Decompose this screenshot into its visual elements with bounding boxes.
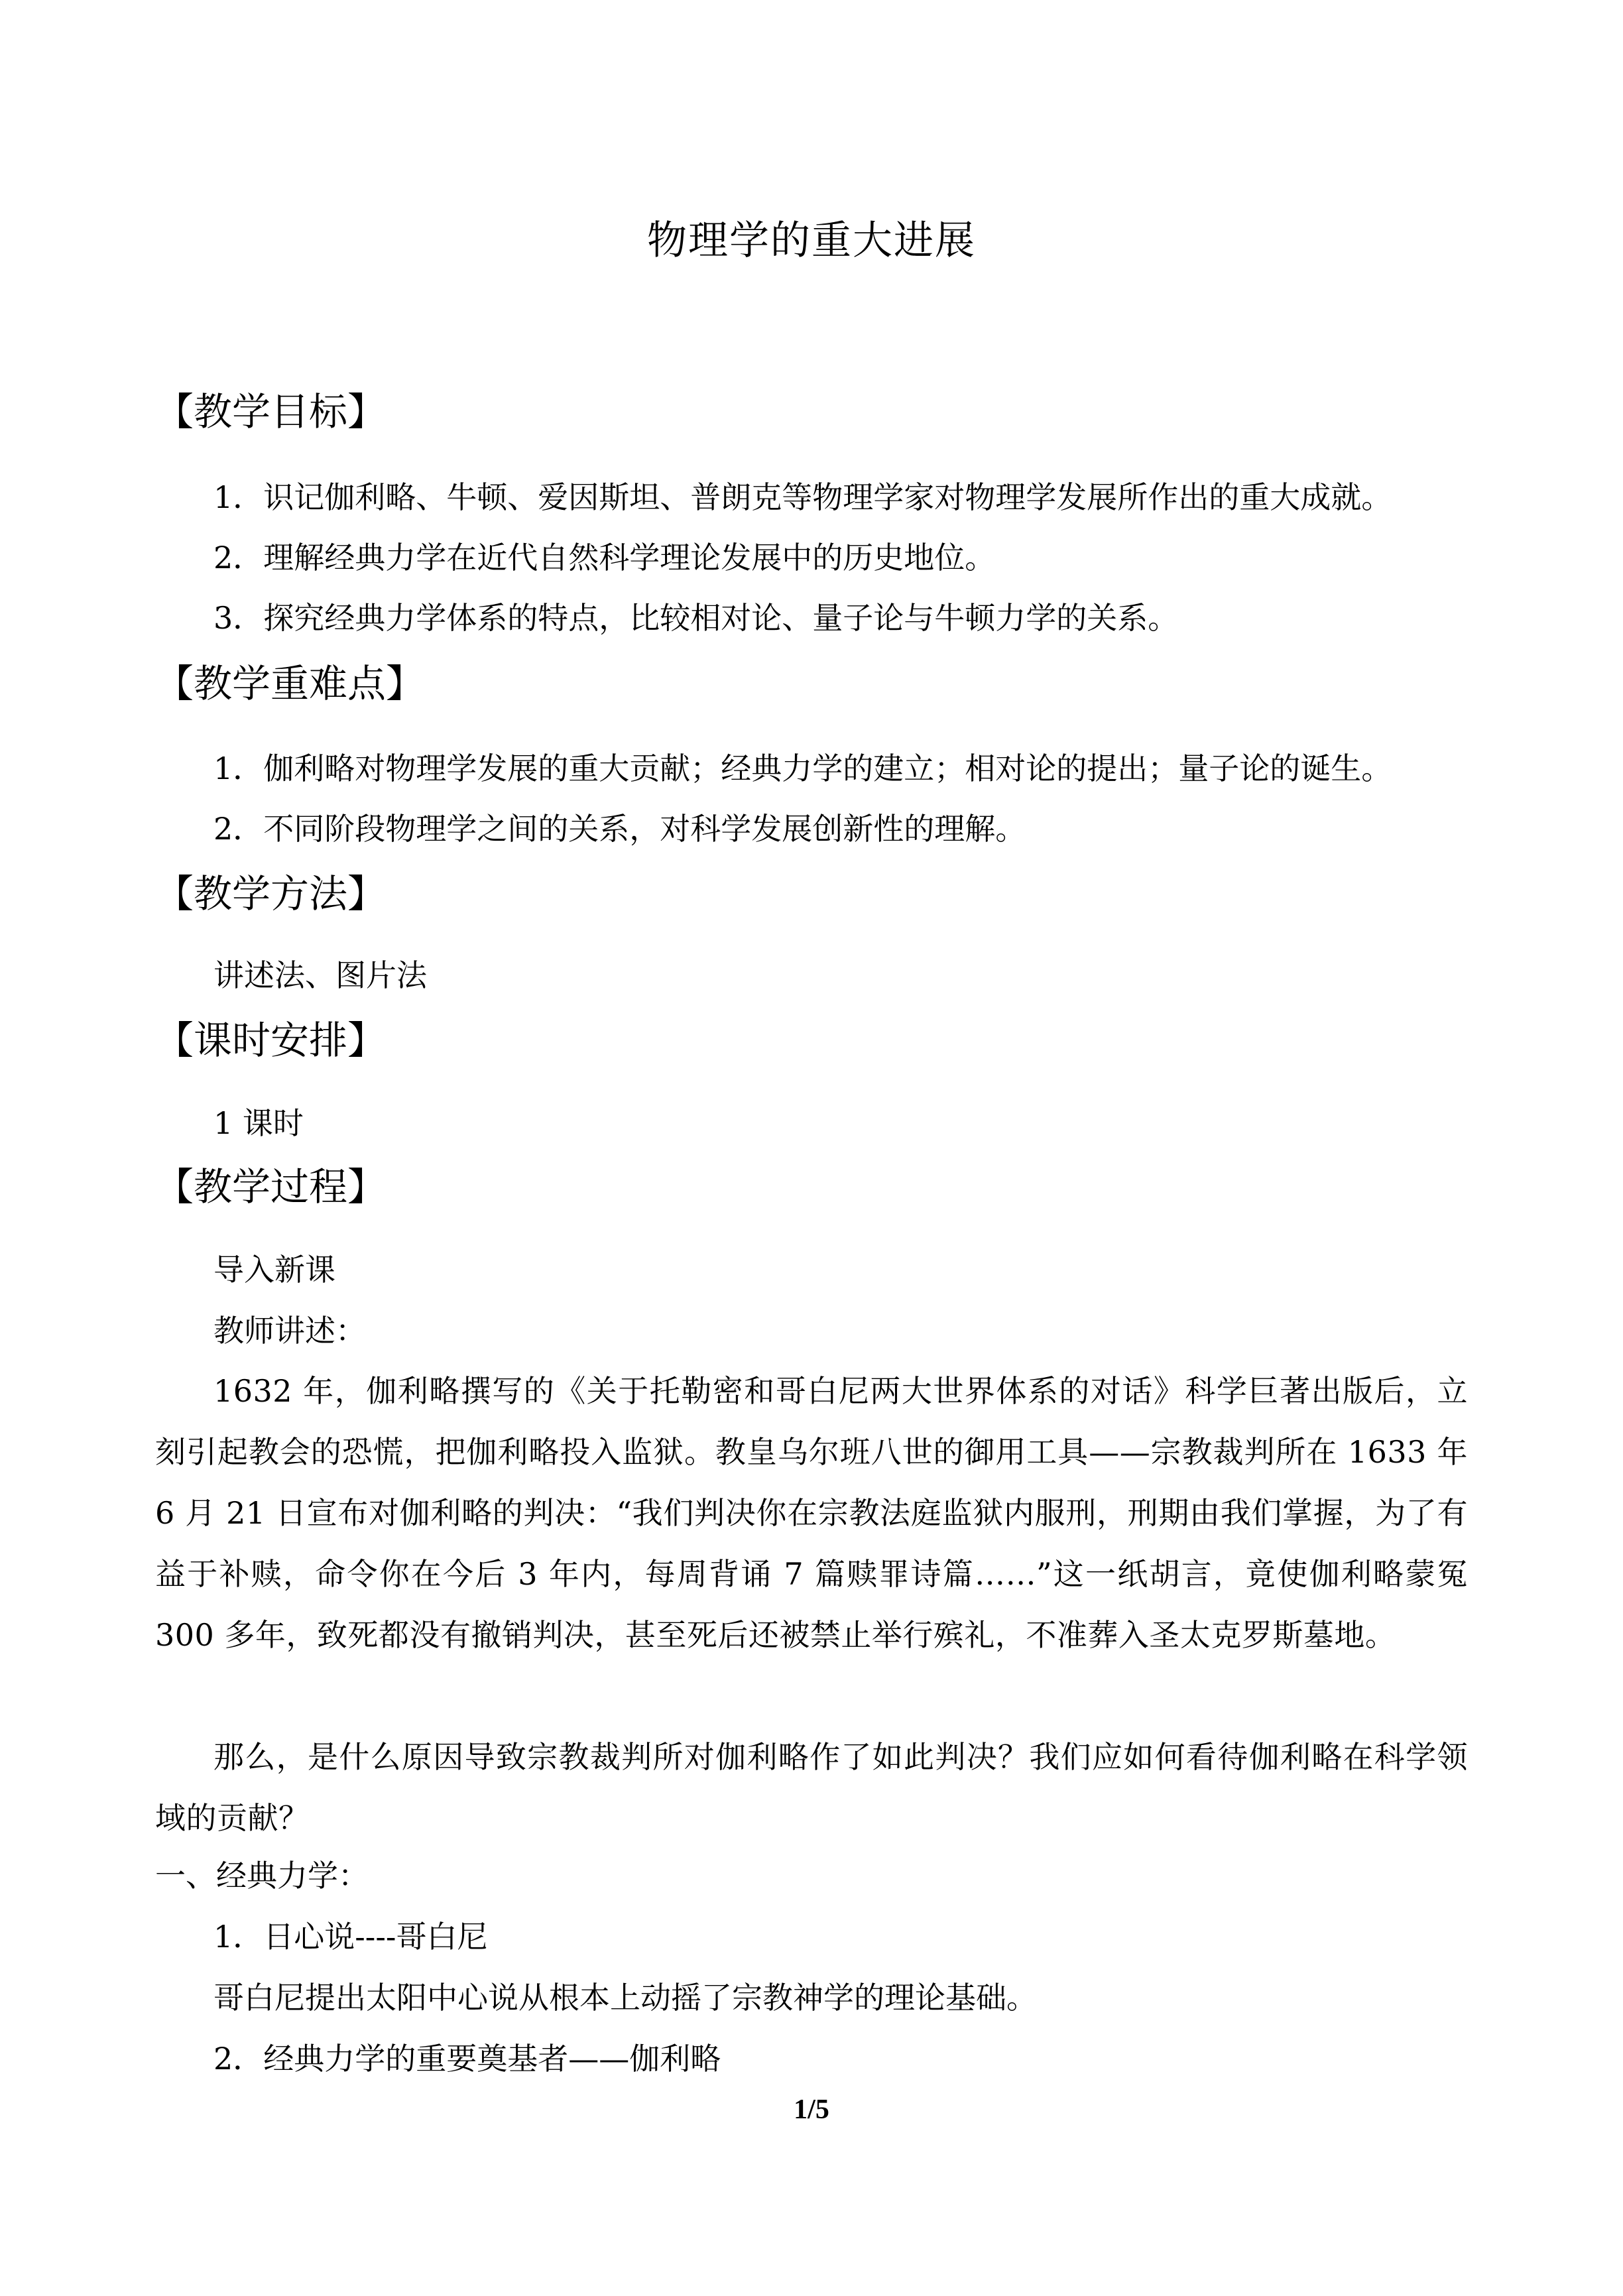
process-intro: 导入新课 <box>213 1252 335 1288</box>
heading-process: 【教学过程】 <box>155 1164 387 1209</box>
objective-item-3: 3．探究经典力学体系的特点，比较相对论、量子论与牛顿力学的关系。 <box>213 600 1179 636</box>
key-point-item-2: 2．不同阶段物理学之间的关系，对科学发展创新性的理解。 <box>213 811 1026 847</box>
part-1-item-1: 1．日心说----哥白尼 <box>213 1919 488 1955</box>
heading-key-points: 【教学重难点】 <box>155 661 425 706</box>
methods-text: 讲述法、图片法 <box>213 957 427 993</box>
part-1-item-1-text: 哥白尼提出太阳中心说从根本上动摇了宗教神学的理论基础。 <box>213 1980 1037 2016</box>
part-1-item-2: 2．经典力学的重要奠基者——伽利略 <box>213 2041 721 2077</box>
schedule-text: 1 课时 <box>213 1105 304 1141</box>
objective-item-2: 2．理解经典力学在近代自然科学理论发展中的历史地位。 <box>213 540 996 575</box>
part-1-title: 一、经典力学： <box>155 1858 369 1894</box>
key-point-item-1: 1．伽利略对物理学发展的重大贡献；经典力学的建立；相对论的提出；量子论的诞生。 <box>213 751 1392 786</box>
document-title: 物理学的重大进展 <box>647 217 976 264</box>
heading-methods: 【教学方法】 <box>155 871 387 916</box>
process-teacher: 教师讲述： <box>213 1313 366 1349</box>
process-paragraph-2: 那么，是什么原因导致宗教裁判所对伽利略作了如此判决？我们应如何看待伽利略在科学领域的贡献？ <box>155 1739 1468 1836</box>
heading-schedule: 【课时安排】 <box>155 1018 387 1063</box>
process-paragraph-1: 1632 年，伽利略撰写的《关于托勒密和哥白尼两大世界体系的对话》科学巨著出版后，立刻引起教会的恐慌，把伽利略投入监狱。教皇乌尔班八世的御用工具——宗教裁判所在 1633 年 6 月 21 日宣布对伽利略的判决：“我们判决你在宗教法庭监狱内服刑，刑期由我们掌握，为了有益于补赎，命令你在今后 3 年内，每周背诵 7 篇赎罪诗篇……”这一纸胡言，竟使伽利略蒙冤 300 多年，致死都没有撤销判决，甚至死后还被禁止举行殡礼，不准葬入圣太克罗斯墓地。 <box>155 1373 1468 1653</box>
objective-item-1: 1．识记伽利略、牛顿、爱因斯坦、普朗克等物理学家对物理学发展所作出的重大成就。 <box>213 479 1392 515</box>
page-number: 1/5 <box>794 2094 829 2125</box>
heading-objectives: 【教学目标】 <box>155 389 387 434</box>
